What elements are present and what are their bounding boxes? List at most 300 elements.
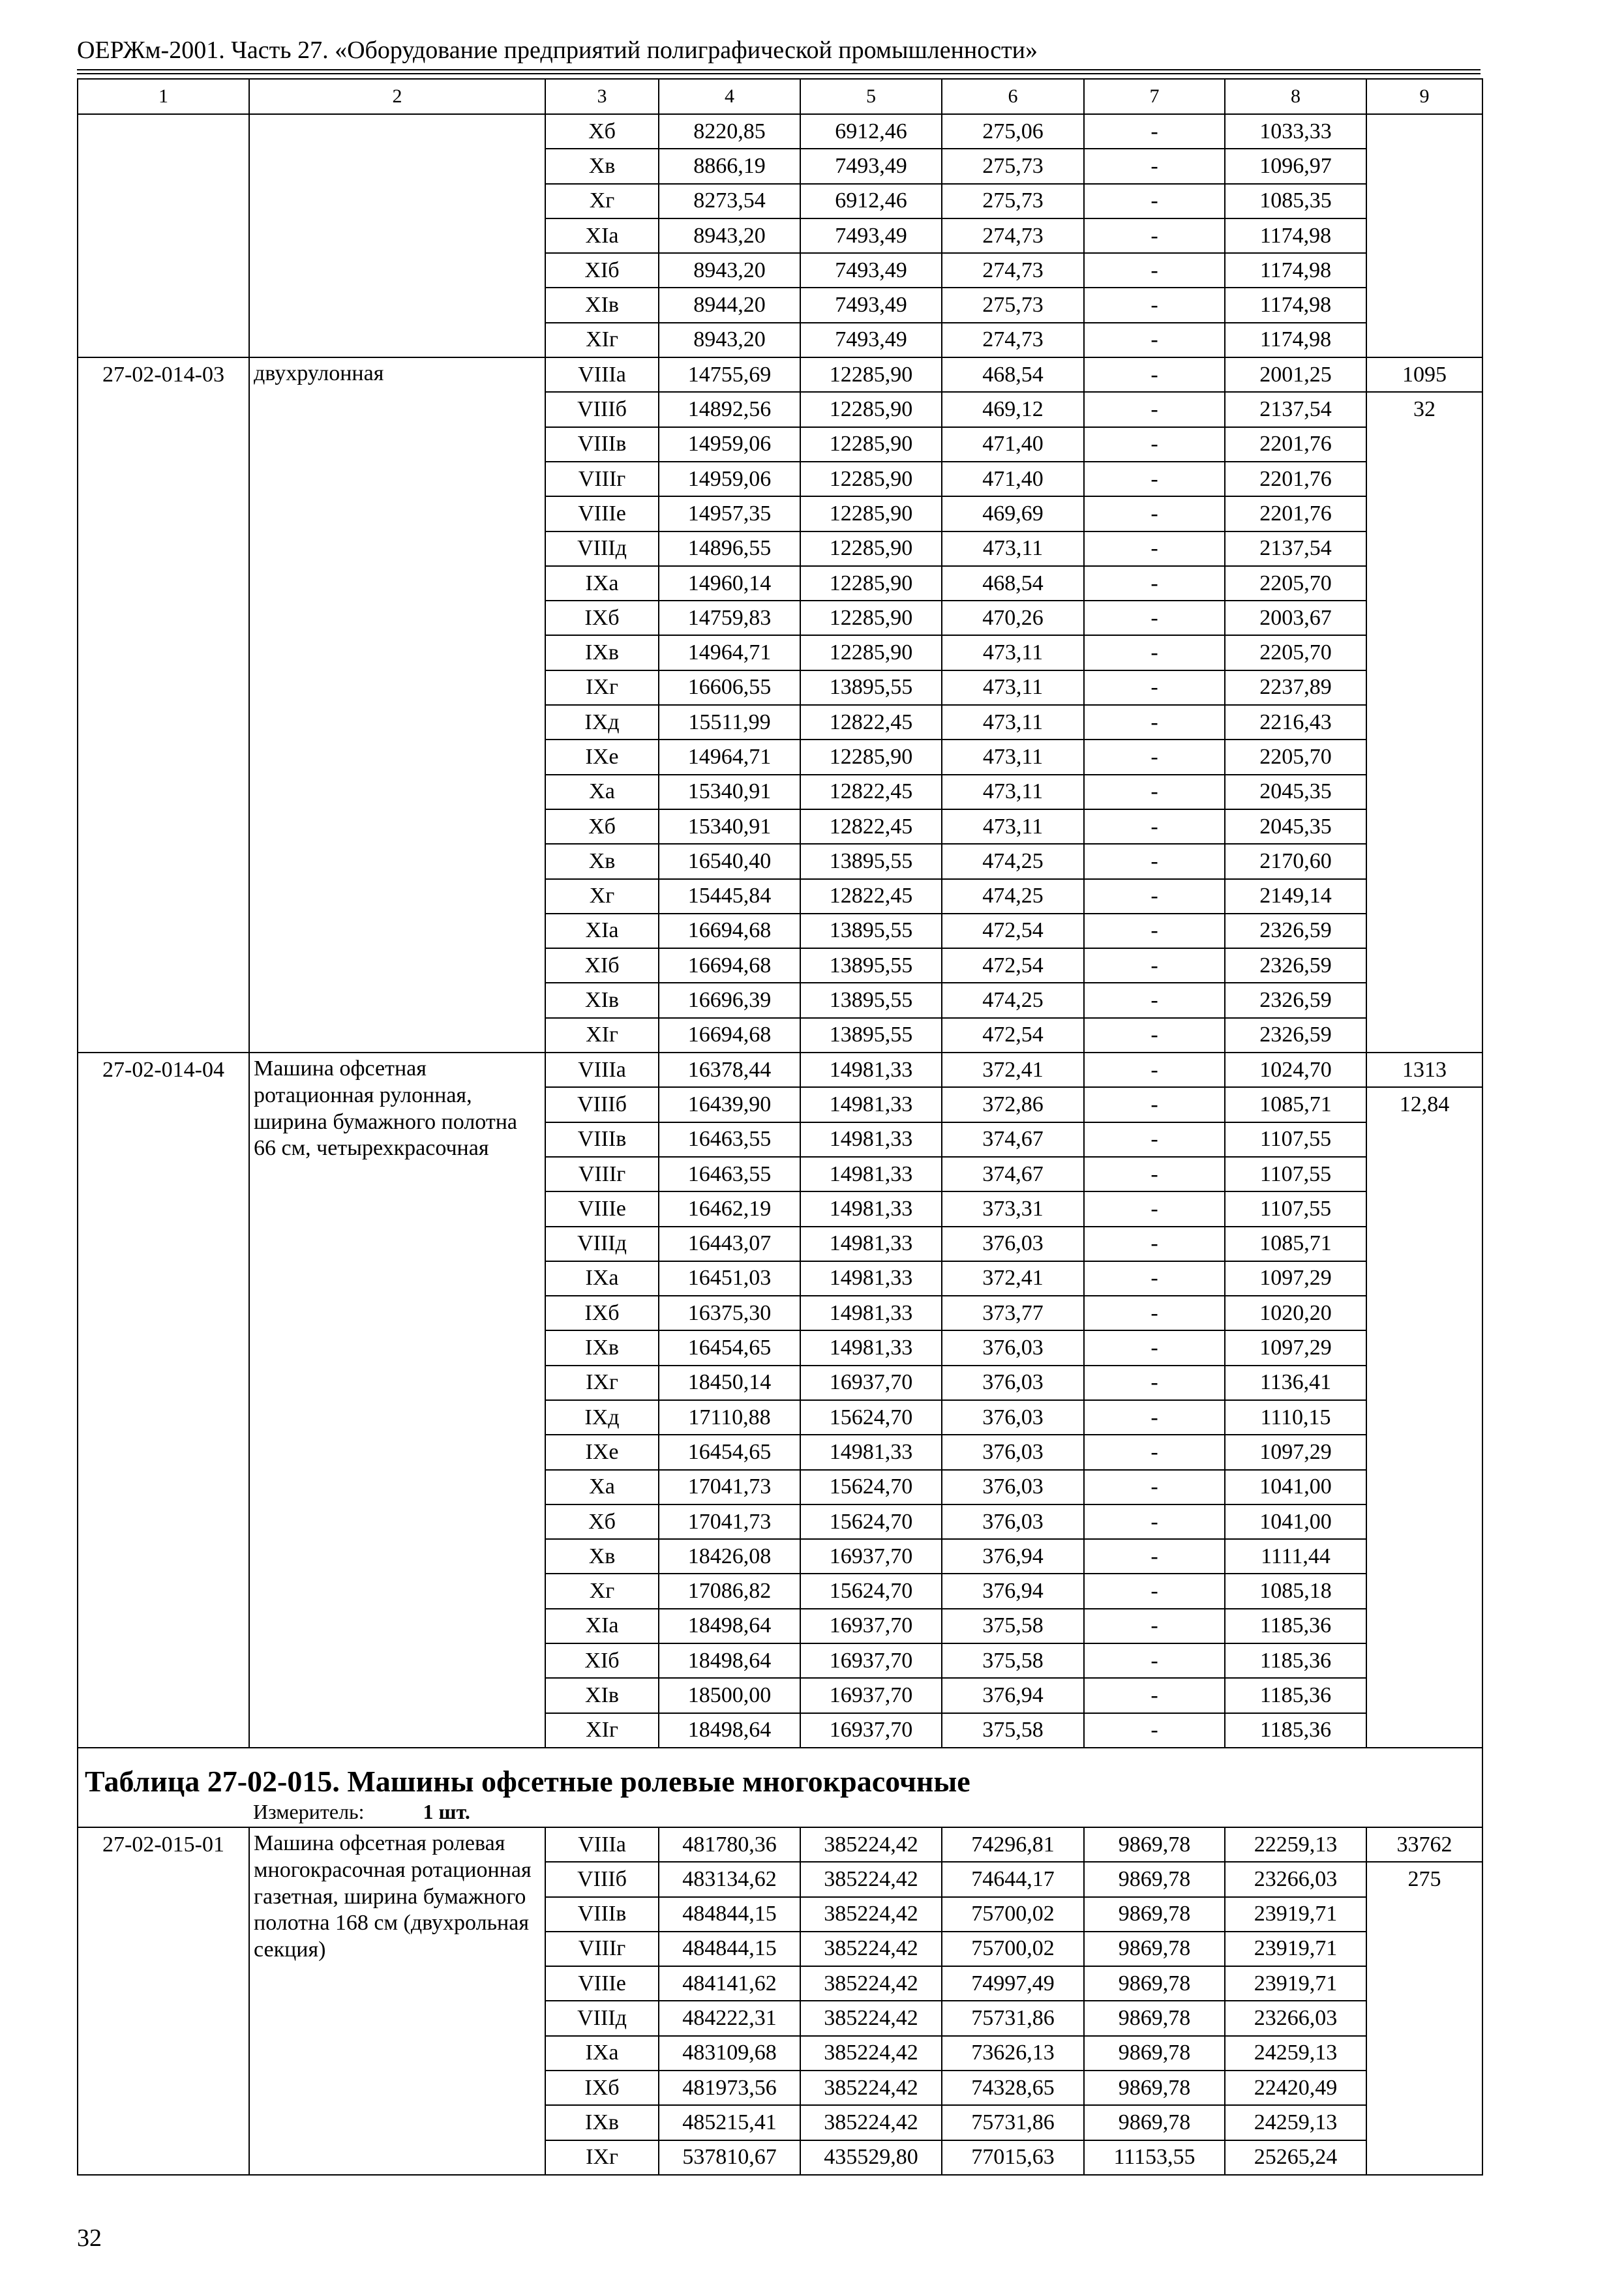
table-cell: 13895,55 [800, 844, 942, 878]
table-cell: 2045,35 [1225, 775, 1366, 809]
table-cell: 375,58 [942, 1713, 1084, 1748]
measure-cell [78, 1797, 1482, 1827]
table-cell: - [1084, 1296, 1225, 1330]
table-cell: 537810,67 [659, 2140, 800, 2175]
table-cell: 15624,70 [800, 1504, 942, 1539]
column-number: 8 [1225, 79, 1366, 114]
table-cell: 7493,49 [800, 149, 942, 183]
table-cell: 12285,90 [800, 496, 942, 531]
table-cell: - [1084, 1678, 1225, 1713]
table-cell: - [1084, 601, 1225, 635]
table-cell: - [1084, 462, 1225, 496]
header-rule [77, 73, 1481, 74]
table-cell: 12285,90 [800, 462, 942, 496]
table-cell: VIIIв [545, 427, 659, 462]
table-title: Таблица 27-02-015. Машины офсетные ролевые многокрасочные [78, 1748, 1482, 1797]
table-cell: - [1084, 566, 1225, 601]
table-cell: 23919,71 [1225, 1897, 1366, 1932]
table-cell: 9869,78 [1084, 1827, 1225, 1862]
table-cell: - [1084, 392, 1225, 426]
table-cell: 75700,02 [942, 1897, 1084, 1932]
table-cell: XIб [545, 948, 659, 983]
table-cell: 7493,49 [800, 218, 942, 253]
table-cell: 12822,45 [800, 775, 942, 809]
table-cell: 376,03 [942, 1227, 1084, 1261]
table-cell: 23266,03 [1225, 2001, 1366, 2035]
table-cell: 16454,65 [659, 1435, 800, 1469]
table-cell: 1097,29 [1225, 1261, 1366, 1296]
table-cell: 24259,13 [1225, 2036, 1366, 2071]
table-cell: 2149,14 [1225, 879, 1366, 914]
table-cell: 14981,33 [800, 1157, 942, 1191]
table-cell: - [1084, 218, 1225, 253]
table-cell: 1185,36 [1225, 1713, 1366, 1748]
table-cell: 9869,78 [1084, 1966, 1225, 2001]
table-cell: VIIIб [545, 1862, 659, 1896]
table-cell: 2326,59 [1225, 983, 1366, 1017]
table-cell: 372,41 [942, 1261, 1084, 1296]
table-cell: 2216,43 [1225, 705, 1366, 740]
table-cell: 1020,20 [1225, 1296, 1366, 1330]
table-cell: - [1084, 1574, 1225, 1608]
table-cell: 15624,70 [800, 1470, 942, 1504]
table-cell: 75731,86 [942, 2105, 1084, 2140]
table-cell: 1174,98 [1225, 288, 1366, 322]
table-cell: 12285,90 [800, 740, 942, 774]
table-cell: 385224,42 [800, 1932, 942, 1966]
table-cell: 1174,98 [1225, 218, 1366, 253]
table-cell: 14896,55 [659, 531, 800, 566]
table-cell: 474,25 [942, 983, 1084, 1017]
table-cell: 74644,17 [942, 1862, 1084, 1896]
table-cell: 17041,73 [659, 1504, 800, 1539]
table-cell: VIIIб [545, 392, 659, 426]
table-cell: 385224,42 [800, 1897, 942, 1932]
table-row [78, 1827, 1482, 1862]
table-cell: 14981,33 [800, 1435, 942, 1469]
table-cell: 484844,15 [659, 1932, 800, 1966]
table-cell: 13895,55 [800, 983, 942, 1017]
table-cell: - [1084, 1643, 1225, 1678]
col9-value: 12,84 [1366, 1087, 1482, 1748]
table-cell: 15624,70 [800, 1574, 942, 1608]
table-cell: 12822,45 [800, 705, 942, 740]
table-cell: 75731,86 [942, 2001, 1084, 2035]
table-cell: 14959,06 [659, 427, 800, 462]
table-cell: 376,03 [942, 1504, 1084, 1539]
column-number: 3 [545, 79, 659, 114]
table-cell: VIIIе [545, 496, 659, 531]
table-cell: - [1084, 531, 1225, 566]
table-cell: 24259,13 [1225, 2105, 1366, 2140]
table-cell: 485215,41 [659, 2105, 800, 2140]
table-cell: 16443,07 [659, 1227, 800, 1261]
table-cell: 275,73 [942, 149, 1084, 183]
table-cell: 473,11 [942, 809, 1084, 844]
table-cell: 11153,55 [1084, 2140, 1225, 2175]
table-cell: 484222,31 [659, 2001, 800, 2035]
table-cell: 8866,19 [659, 149, 800, 183]
table-cell: VIIIе [545, 1966, 659, 2001]
table-cell: 473,11 [942, 670, 1084, 705]
table-cell: - [1084, 983, 1225, 1017]
table-cell: 22420,49 [1225, 2071, 1366, 2105]
table-cell: 7493,49 [800, 323, 942, 357]
table-cell: 470,26 [942, 601, 1084, 635]
table-cell: 16696,39 [659, 983, 800, 1017]
table-cell: - [1084, 323, 1225, 357]
table-cell: 1097,29 [1225, 1330, 1366, 1365]
table-cell: Xб [545, 1504, 659, 1539]
table-cell: 481973,56 [659, 2071, 800, 2105]
table-cell: 13895,55 [800, 948, 942, 983]
table-cell: 275,73 [942, 288, 1084, 322]
table-cell: 16462,19 [659, 1191, 800, 1226]
table-cell: 13895,55 [800, 914, 942, 948]
table-cell: 1111,44 [1225, 1539, 1366, 1574]
table-cell: - [1084, 1330, 1225, 1365]
column-number: 4 [659, 79, 800, 114]
table-cell: 9869,78 [1084, 2001, 1225, 2035]
table-cell: 484141,62 [659, 1966, 800, 2001]
table-cell: 16375,30 [659, 1296, 800, 1330]
table-cell: - [1084, 288, 1225, 322]
table-cell: 376,03 [942, 1470, 1084, 1504]
rate-code: 27-02-015-01 [78, 1827, 249, 2175]
table-cell: - [1084, 670, 1225, 705]
table-cell: 14964,71 [659, 635, 800, 670]
rates-table [77, 78, 1483, 2176]
table-cell: 12822,45 [800, 879, 942, 914]
table-cell: 473,11 [942, 531, 1084, 566]
table-cell: 18426,08 [659, 1539, 800, 1574]
column-numbers-row [78, 79, 1482, 114]
table-cell: 77015,63 [942, 2140, 1084, 2175]
table-cell: VIIIг [545, 1157, 659, 1191]
table-cell: 14981,33 [800, 1227, 942, 1261]
table-cell: 12822,45 [800, 809, 942, 844]
table-cell: - [1084, 705, 1225, 740]
table-cell: 16694,68 [659, 914, 800, 948]
table-cell: - [1084, 1366, 1225, 1400]
table-cell: 473,11 [942, 740, 1084, 774]
table-cell: 14981,33 [800, 1261, 942, 1296]
table-cell: 8943,20 [659, 218, 800, 253]
table-cell: 14959,06 [659, 462, 800, 496]
table-cell: 1136,41 [1225, 1366, 1366, 1400]
col9-value: 33762 [1366, 1827, 1482, 1862]
table-cell: 16439,90 [659, 1087, 800, 1122]
table-cell: 16378,44 [659, 1053, 800, 1087]
table-cell: 469,69 [942, 496, 1084, 531]
table-cell: 1041,00 [1225, 1470, 1366, 1504]
table-cell: 376,03 [942, 1435, 1084, 1469]
table-cell: - [1084, 809, 1225, 844]
table-cell: 375,58 [942, 1643, 1084, 1678]
table-cell [249, 114, 545, 357]
table-cell: Xг [545, 879, 659, 914]
table-cell: IXв [545, 1330, 659, 1365]
table-cell: 15511,99 [659, 705, 800, 740]
table-cell: 2003,67 [1225, 601, 1366, 635]
table-cell: 12285,90 [800, 357, 942, 392]
table-cell: 14981,33 [800, 1191, 942, 1226]
table-cell: 372,86 [942, 1087, 1084, 1122]
table-cell: IXб [545, 2071, 659, 2105]
table-cell: VIIIд [545, 1227, 659, 1261]
table-cell: 2045,35 [1225, 809, 1366, 844]
table-cell: 17086,82 [659, 1574, 800, 1608]
table-cell: - [1084, 914, 1225, 948]
table-cell: 1107,55 [1225, 1191, 1366, 1226]
table-cell: Xа [545, 775, 659, 809]
table-cell: - [1084, 1157, 1225, 1191]
table-cell: 9869,78 [1084, 2036, 1225, 2071]
table-cell: 2001,25 [1225, 357, 1366, 392]
table-cell: IXд [545, 1400, 659, 1435]
table-cell: 12285,90 [800, 392, 942, 426]
table-cell: 385224,42 [800, 2036, 942, 2071]
table-cell: 473,11 [942, 775, 1084, 809]
table-cell: 473,11 [942, 705, 1084, 740]
column-number: 1 [78, 79, 249, 114]
table-cell: 2326,59 [1225, 914, 1366, 948]
table-cell: 2137,54 [1225, 531, 1366, 566]
table-cell: 274,73 [942, 253, 1084, 288]
table-cell: 14957,35 [659, 496, 800, 531]
table-cell: 468,54 [942, 357, 1084, 392]
table-cell: 469,12 [942, 392, 1084, 426]
table-cell: 23266,03 [1225, 1862, 1366, 1896]
table-cell: 16937,70 [800, 1609, 942, 1643]
table-cell: - [1084, 1018, 1225, 1053]
table-cell: 1107,55 [1225, 1122, 1366, 1157]
table-cell: - [1084, 1227, 1225, 1261]
table-cell: 474,25 [942, 879, 1084, 914]
table-cell: 16454,65 [659, 1330, 800, 1365]
table-cell: - [1084, 357, 1225, 392]
table-cell: - [1084, 775, 1225, 809]
table-cell: 483134,62 [659, 1862, 800, 1896]
table-cell: 18498,64 [659, 1643, 800, 1678]
rate-name: двухрулонная [249, 357, 545, 1053]
table-cell: 2201,76 [1225, 427, 1366, 462]
table-cell: IXа [545, 1261, 659, 1296]
table-cell: 2205,70 [1225, 566, 1366, 601]
table-cell: IXв [545, 2105, 659, 2140]
table-cell: XIа [545, 218, 659, 253]
table-cell: IXб [545, 1296, 659, 1330]
table-cell: 14964,71 [659, 740, 800, 774]
table-cell: 17110,88 [659, 1400, 800, 1435]
table-cell: 75700,02 [942, 1932, 1084, 1966]
table-cell: 18498,64 [659, 1713, 800, 1748]
table-cell: 484844,15 [659, 1897, 800, 1932]
table-cell: XIв [545, 288, 659, 322]
table-cell: 1185,36 [1225, 1678, 1366, 1713]
table-cell: 2201,76 [1225, 496, 1366, 531]
table-cell: 8273,54 [659, 184, 800, 218]
table-cell: XIб [545, 253, 659, 288]
table-cell: 373,77 [942, 1296, 1084, 1330]
table-cell: IXд [545, 705, 659, 740]
col9-value: 1313 [1366, 1053, 1482, 1087]
table-cell: 14981,33 [800, 1087, 942, 1122]
table-cell: - [1084, 1122, 1225, 1157]
table-cell: 12285,90 [800, 427, 942, 462]
table-cell: 16694,68 [659, 948, 800, 983]
table-cell: 1185,36 [1225, 1609, 1366, 1643]
table-cell: VIIIв [545, 1897, 659, 1932]
table-cell: 275,73 [942, 184, 1084, 218]
table-row [78, 1053, 1482, 1087]
table-cell: 9869,78 [1084, 1932, 1225, 1966]
table-cell: - [1084, 740, 1225, 774]
table-cell: IXг [545, 2140, 659, 2175]
table-cell: Xв [545, 149, 659, 183]
table-cell: - [1084, 1261, 1225, 1296]
table-cell: - [1084, 844, 1225, 878]
table-cell: - [1084, 1609, 1225, 1643]
table-cell: Xг [545, 184, 659, 218]
column-number: 6 [942, 79, 1084, 114]
table-cell: 385224,42 [800, 2001, 942, 2035]
table-cell: 472,54 [942, 948, 1084, 983]
table-cell: 16937,70 [800, 1678, 942, 1713]
table-cell: - [1084, 1087, 1225, 1122]
table-cell: 25265,24 [1225, 2140, 1366, 2175]
table-cell: 9869,78 [1084, 1897, 1225, 1932]
table-title-row [78, 1748, 1482, 1797]
table-cell: 15340,91 [659, 809, 800, 844]
table-cell: 8944,20 [659, 288, 800, 322]
table-cell: 15624,70 [800, 1400, 942, 1435]
table-cell: 16606,55 [659, 670, 800, 705]
column-number: 5 [800, 79, 942, 114]
table-cell: 8943,20 [659, 253, 800, 288]
table-cell: 14981,33 [800, 1053, 942, 1087]
table-cell: VIIIе [545, 1191, 659, 1226]
measure-row [78, 1797, 1482, 1827]
table-cell: IXа [545, 566, 659, 601]
column-number: 7 [1084, 79, 1225, 114]
table-cell: 7493,49 [800, 288, 942, 322]
table-cell [78, 114, 249, 357]
col9-value: 32 [1366, 392, 1482, 1053]
table-cell: 12285,90 [800, 635, 942, 670]
table-cell: - [1084, 1713, 1225, 1748]
table-cell: 1085,71 [1225, 1227, 1366, 1261]
table-cell: 376,94 [942, 1678, 1084, 1713]
table-cell: IXб [545, 601, 659, 635]
table-cell: 14892,56 [659, 392, 800, 426]
table-cell: - [1084, 1191, 1225, 1226]
table-cell: - [1084, 1435, 1225, 1469]
table-cell: 23919,71 [1225, 1966, 1366, 2001]
table-cell: 14759,83 [659, 601, 800, 635]
table-cell: VIIIд [545, 2001, 659, 2035]
table-cell: 373,31 [942, 1191, 1084, 1226]
table-cell: 12285,90 [800, 531, 942, 566]
rate-code: 27-02-014-03 [78, 357, 249, 1053]
table-cell: 375,58 [942, 1609, 1084, 1643]
table-cell: 2205,70 [1225, 635, 1366, 670]
table-cell: 15445,84 [659, 879, 800, 914]
table-cell: 274,73 [942, 323, 1084, 357]
table-cell: 16694,68 [659, 1018, 800, 1053]
col9-value: 1095 [1366, 357, 1482, 392]
table-cell: IXа [545, 2036, 659, 2071]
table-cell: Xб [545, 114, 659, 149]
table-cell: 376,94 [942, 1539, 1084, 1574]
table-cell: IXг [545, 670, 659, 705]
table-cell: 435529,80 [800, 2140, 942, 2175]
page-number: 32 [77, 2224, 102, 2252]
table-cell [1366, 114, 1482, 357]
table-cell: 376,03 [942, 1400, 1084, 1435]
table-cell: 74328,65 [942, 2071, 1084, 2105]
table-cell: 16463,55 [659, 1157, 800, 1191]
table-cell: 16451,03 [659, 1261, 800, 1296]
table-cell: 14981,33 [800, 1330, 942, 1365]
running-header: ОЕРЖм-2001. Часть 27. «Оборудование предприятий полиграфической промышленности» [77, 37, 1038, 64]
table-cell: 1174,98 [1225, 323, 1366, 357]
table-cell: IXв [545, 635, 659, 670]
table-cell: 7493,49 [800, 253, 942, 288]
table-cell: 2205,70 [1225, 740, 1366, 774]
table-cell: 12285,90 [800, 601, 942, 635]
table-cell: VIIIг [545, 462, 659, 496]
table-cell: - [1084, 149, 1225, 183]
table-cell: 8943,20 [659, 323, 800, 357]
table-cell: 74997,49 [942, 1966, 1084, 2001]
table-cell: 16937,70 [800, 1366, 942, 1400]
table-cell: 473,11 [942, 635, 1084, 670]
table-cell: 16937,70 [800, 1713, 942, 1748]
table-cell: XIв [545, 1678, 659, 1713]
table-cell: 14981,33 [800, 1296, 942, 1330]
table-cell: 1185,36 [1225, 1643, 1366, 1678]
measure-label: Измеритель: [253, 1799, 365, 1823]
table-cell: 2326,59 [1225, 948, 1366, 983]
table-cell: - [1084, 1053, 1225, 1087]
table-cell: 274,73 [942, 218, 1084, 253]
table-cell: Xб [545, 809, 659, 844]
table-cell: - [1084, 496, 1225, 531]
table-cell: 1033,33 [1225, 114, 1366, 149]
table-cell: 9869,78 [1084, 1862, 1225, 1896]
table-cell: 6912,46 [800, 184, 942, 218]
table-cell: VIIIа [545, 357, 659, 392]
table-cell: - [1084, 879, 1225, 914]
table-cell: 9869,78 [1084, 2105, 1225, 2140]
table-cell: 1097,29 [1225, 1435, 1366, 1469]
table-cell: 471,40 [942, 462, 1084, 496]
table-cell: 474,25 [942, 844, 1084, 878]
table-cell: - [1084, 1539, 1225, 1574]
table-cell: 18450,14 [659, 1366, 800, 1400]
table-cell: - [1084, 1400, 1225, 1435]
table-cell: 6912,46 [800, 114, 942, 149]
table-cell: 16937,70 [800, 1539, 942, 1574]
table-cell: 1085,35 [1225, 184, 1366, 218]
table-cell: 1085,18 [1225, 1574, 1366, 1608]
table-cell: 2237,89 [1225, 670, 1366, 705]
table-cell: 2170,60 [1225, 844, 1366, 878]
table-cell: Xа [545, 1470, 659, 1504]
table-cell: XIг [545, 1713, 659, 1748]
table-cell: XIа [545, 1609, 659, 1643]
